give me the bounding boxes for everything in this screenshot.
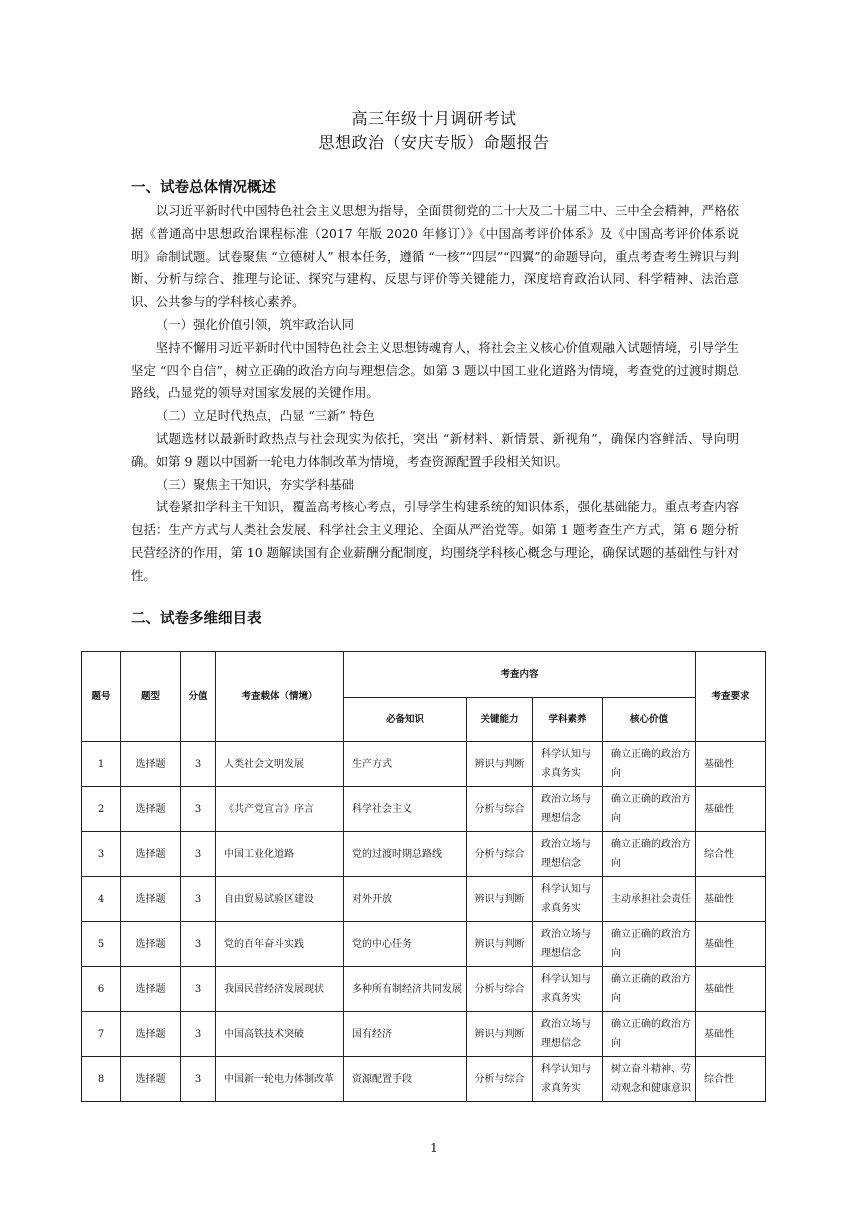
cell-no: 4 bbox=[82, 877, 121, 922]
cell-requirement: 基础性 bbox=[696, 922, 766, 967]
cell-knowledge: 对外开放 bbox=[344, 877, 467, 922]
cell-ability: 辨识与判断 bbox=[467, 877, 533, 922]
cell-carrier: 《共产党宣言》序言 bbox=[216, 787, 344, 832]
cell-type: 选择题 bbox=[121, 1057, 181, 1102]
cell-carrier: 中国新一轮电力体制改革 bbox=[216, 1057, 344, 1102]
overview-body bbox=[131, 200, 739, 588]
cell-literacy: 政治立场与理想信念 bbox=[533, 1012, 603, 1057]
cell-requirement: 综合性 bbox=[696, 832, 766, 877]
table-row bbox=[82, 1057, 766, 1102]
subheading-value-guidance: （一）强化价值引领，筑牢政治认同 bbox=[155, 316, 355, 332]
cell-score: 3 bbox=[181, 967, 216, 1012]
header-content: 考查内容 bbox=[344, 652, 696, 698]
cell-literacy: 政治立场与理想信念 bbox=[533, 922, 603, 967]
cell-type: 选择题 bbox=[121, 742, 181, 787]
page-title: 高三年级十月调研考试 bbox=[351, 109, 517, 128]
cell-value: 主动承担社会责任 bbox=[603, 877, 696, 922]
table-row bbox=[82, 787, 766, 832]
cell-literacy: 政治立场与理想信念 bbox=[533, 787, 603, 832]
table-row bbox=[82, 742, 766, 787]
cell-knowledge: 党的中心任务 bbox=[344, 922, 467, 967]
cell-carrier: 中国高铁技术突破 bbox=[216, 1012, 344, 1057]
header-no: 题号 bbox=[82, 652, 121, 742]
exam-detail-table bbox=[81, 651, 766, 1102]
cell-requirement: 基础性 bbox=[696, 787, 766, 832]
cell-score: 3 bbox=[181, 787, 216, 832]
cell-literacy: 科学认知与求真务实 bbox=[533, 742, 603, 787]
cell-value: 确立正确的政治方向 bbox=[603, 922, 696, 967]
cell-type: 选择题 bbox=[121, 1012, 181, 1057]
cell-type: 选择题 bbox=[121, 787, 181, 832]
page-subtitle: 思想政治（安庆专版）命题报告 bbox=[318, 133, 550, 152]
paragraph-current-affairs: 试题选材以最新时政热点与社会现实为依托，突出 “新材料、新情景、新视角”，确保内容鲜活、导向明确。如第 9 题以中国新一轮电力体制改革为情境，考查资源配置手段相关知识。 bbox=[131, 430, 739, 469]
cell-ability: 分析与综合 bbox=[467, 1057, 533, 1102]
cell-requirement: 基础性 bbox=[696, 1012, 766, 1057]
cell-knowledge: 多种所有制经济共同发展 bbox=[344, 967, 467, 1012]
cell-literacy: 科学认知与求真务实 bbox=[533, 967, 603, 1012]
header-requirement: 考查要求 bbox=[696, 652, 766, 742]
cell-ability: 辨识与判断 bbox=[467, 922, 533, 967]
cell-carrier: 党的百年奋斗实践 bbox=[216, 922, 344, 967]
subheading-core-knowledge: （三）聚焦主干知识，夯实学科基础 bbox=[155, 476, 355, 492]
cell-value: 确立正确的政治方向 bbox=[603, 1012, 696, 1057]
section-heading-overview: 一、试卷总体情况概述 bbox=[131, 180, 276, 196]
cell-knowledge: 科学社会主义 bbox=[344, 787, 467, 832]
cell-value: 树立奋斗精神、劳动观念和健康意识 bbox=[603, 1057, 696, 1102]
cell-value: 确立正确的政治方向 bbox=[603, 742, 696, 787]
header-type: 题型 bbox=[121, 652, 181, 742]
cell-ability: 分析与综合 bbox=[467, 832, 533, 877]
table-row bbox=[82, 877, 766, 922]
cell-no: 1 bbox=[82, 742, 121, 787]
cell-type: 选择题 bbox=[121, 832, 181, 877]
cell-value: 确立正确的政治方向 bbox=[603, 832, 696, 877]
table-row bbox=[82, 922, 766, 967]
cell-carrier: 我国民营经济发展现状 bbox=[216, 967, 344, 1012]
cell-score: 3 bbox=[181, 1012, 216, 1057]
cell-score: 3 bbox=[181, 742, 216, 787]
cell-type: 选择题 bbox=[121, 967, 181, 1012]
cell-literacy: 科学认知与求真务实 bbox=[533, 877, 603, 922]
cell-no: 3 bbox=[82, 832, 121, 877]
cell-knowledge: 国有经济 bbox=[344, 1012, 467, 1057]
cell-requirement: 基础性 bbox=[696, 742, 766, 787]
table-row bbox=[82, 967, 766, 1012]
table-row bbox=[82, 832, 766, 877]
cell-carrier: 中国工业化道路 bbox=[216, 832, 344, 877]
header-knowledge: 必备知识 bbox=[344, 698, 467, 742]
header-value: 核心价值 bbox=[603, 698, 696, 742]
cell-ability: 分析与综合 bbox=[467, 787, 533, 832]
cell-knowledge: 资源配置手段 bbox=[344, 1057, 467, 1102]
cell-knowledge: 党的过渡时期总路线 bbox=[344, 832, 467, 877]
cell-no: 7 bbox=[82, 1012, 121, 1057]
cell-score: 3 bbox=[181, 832, 216, 877]
page-number: 1 bbox=[430, 1141, 438, 1155]
cell-type: 选择题 bbox=[121, 877, 181, 922]
paragraph-core-knowledge: 试卷紧扣学科主干知识，覆盖高考核心考点，引导学生构建系统的知识体系，强化基础能力。重点考查内容包括：生产方式与人类社会发展、科学社会主义理论、全面从严治党等。如第 1 题考查生产方式，第 6 题分析民营经济的作用，第 10 题解读国有企业薪酬分配制度，均围绕学科核心概念与理论，确保试题的基础性与针对性。 bbox=[131, 499, 739, 583]
cell-no: 8 bbox=[82, 1057, 121, 1102]
cell-type: 选择题 bbox=[121, 922, 181, 967]
cell-ability: 辨识与判断 bbox=[467, 742, 533, 787]
table-row bbox=[82, 1012, 766, 1057]
cell-literacy: 科学认知与求真务实 bbox=[533, 1057, 603, 1102]
cell-literacy: 政治立场与理想信念 bbox=[533, 832, 603, 877]
cell-ability: 分析与综合 bbox=[467, 967, 533, 1012]
cell-value: 确立正确的政治方向 bbox=[603, 967, 696, 1012]
overview-intro-paragraph: 以习近平新时代中国特色社会主义思想为指导，全面贯彻党的二十大及二十届二中、三中全会精神，严格依据《普通高中思想政治课程标准（2017 年版 2020 年修订）》《中国高考评价体系》及《中国高考评价体系说明》命制试题。试卷聚焦 “立德树人” 根本任务，遵循 “一核”“四层”“四翼”的命题导向，重点考查考生辨识与判断、分析与综合、推理与论证、探究与建构、反思与评价等关键能力，深度培育政治认同、科学精神、法治意识、公共参与的学科核心素养。 bbox=[131, 203, 739, 310]
cell-score: 3 bbox=[181, 922, 216, 967]
section-heading-detail-table: 二、试卷多维细目表 bbox=[131, 611, 262, 627]
header-carrier: 考查载体（情境） bbox=[216, 652, 344, 742]
header-ability: 关键能力 bbox=[467, 698, 533, 742]
cell-carrier: 人类社会文明发展 bbox=[216, 742, 344, 787]
subheading-current-affairs: （二）立足时代热点，凸显 “三新” 特色 bbox=[155, 408, 375, 424]
cell-no: 6 bbox=[82, 967, 121, 1012]
cell-score: 3 bbox=[181, 1057, 216, 1102]
cell-knowledge: 生产方式 bbox=[344, 742, 467, 787]
cell-ability: 辨识与判断 bbox=[467, 1012, 533, 1057]
cell-requirement: 基础性 bbox=[696, 967, 766, 1012]
cell-value: 确立正确的政治方向 bbox=[603, 787, 696, 832]
cell-no: 5 bbox=[82, 922, 121, 967]
cell-score: 3 bbox=[181, 877, 216, 922]
cell-requirement: 基础性 bbox=[696, 877, 766, 922]
paragraph-value-guidance: 坚持不懈用习近平新时代中国特色社会主义思想铸魂育人，将社会主义核心价值观融入试题情境，引导学生坚定 “四个自信”，树立正确的政治方向与理想信念。如第 3 题以中国工业化道路为情境，考查党的过渡时期总路线，凸显党的领导对国家发展的关键作用。 bbox=[131, 339, 739, 401]
cell-no: 2 bbox=[82, 787, 121, 832]
header-literacy: 学科素养 bbox=[533, 698, 603, 742]
cell-requirement: 综合性 bbox=[696, 1057, 766, 1102]
header-score: 分值 bbox=[181, 652, 216, 742]
cell-carrier: 自由贸易试验区建设 bbox=[216, 877, 344, 922]
